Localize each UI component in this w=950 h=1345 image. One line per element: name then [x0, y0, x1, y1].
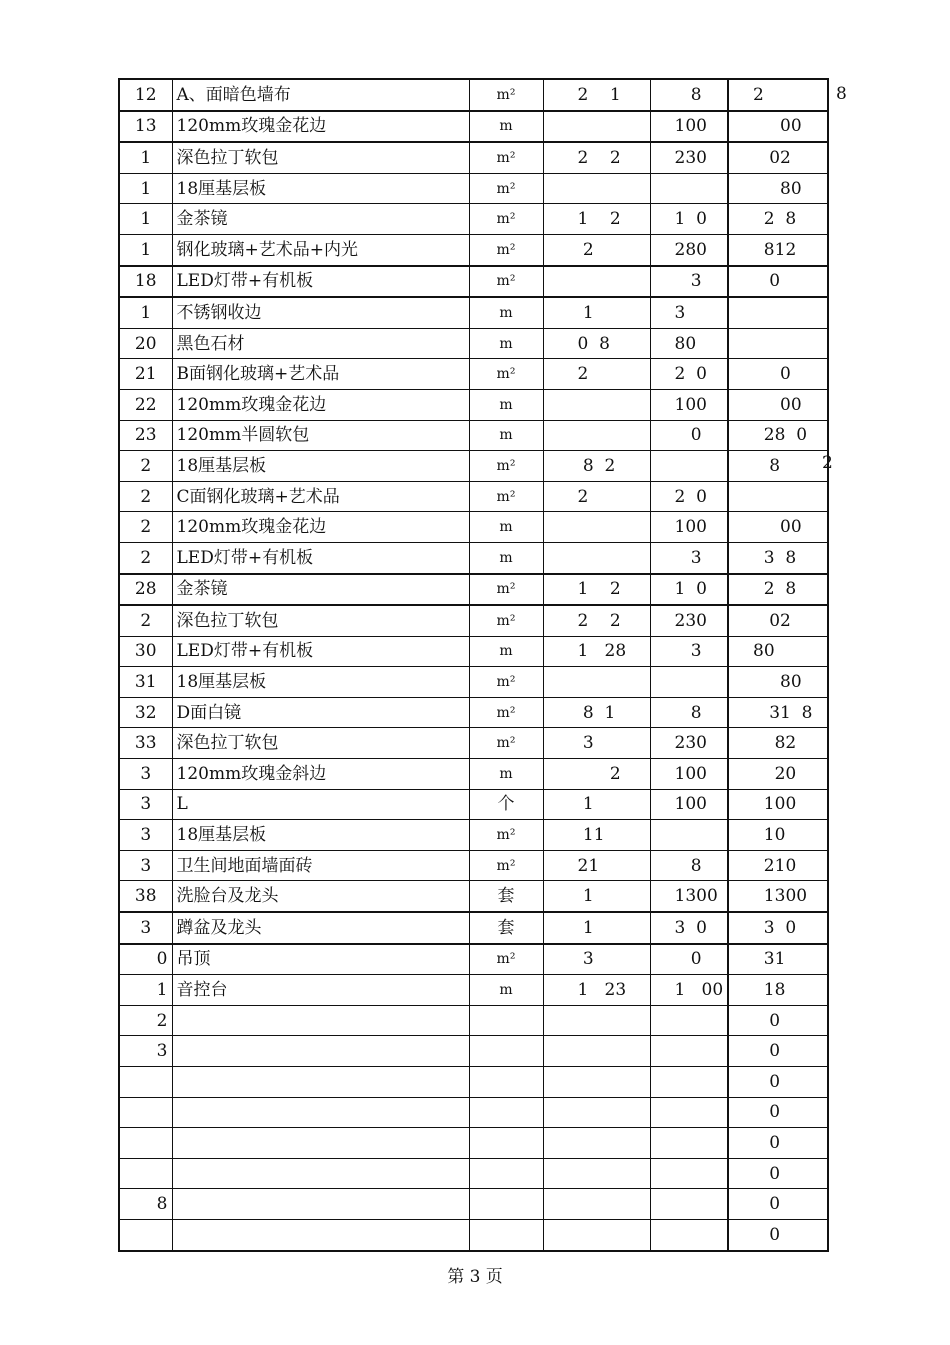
unit-price-cell — [650, 1005, 728, 1036]
total-cell: 0 — [728, 1128, 828, 1159]
row-number — [119, 1219, 172, 1250]
total-cell — [728, 328, 828, 359]
unit-price-cell: 3 0 — [650, 912, 728, 944]
quantity-cell: 3 — [543, 944, 650, 975]
quantity-cell: 8 1 — [543, 697, 650, 728]
unit-cell — [469, 1005, 543, 1036]
unit-price-cell: 100 — [650, 111, 728, 143]
total-cell: 210 — [728, 850, 828, 881]
total-cell: 80 — [728, 173, 828, 204]
table-row — [119, 728, 828, 759]
item-name: 120mm玫瑰金花边 — [172, 389, 469, 420]
table-row — [119, 605, 828, 636]
quantity-cell: 2 — [543, 759, 650, 790]
row-number: 32 — [119, 697, 172, 728]
quantity-cell — [543, 1219, 650, 1250]
quantity-cell: 1 — [543, 789, 650, 820]
unit-price-cell — [650, 1189, 728, 1220]
unit-cell — [469, 1036, 543, 1067]
unit-price-cell: 280 — [650, 234, 728, 265]
unit-cell: m² — [469, 79, 543, 111]
total-cell: 3 8 — [728, 542, 828, 573]
unit-cell: m — [469, 297, 543, 328]
total-cell: 0 — [728, 1158, 828, 1189]
unit-price-cell — [650, 667, 728, 698]
item-name: 深色拉丁软包 — [172, 605, 469, 636]
table-row — [119, 1158, 828, 1189]
quantity-cell: 1 — [543, 297, 650, 328]
item-name — [172, 1189, 469, 1220]
quantity-cell — [543, 1005, 650, 1036]
quantity-cell — [543, 512, 650, 543]
table-row — [119, 636, 828, 667]
row-number: 3 — [119, 789, 172, 820]
table-row — [119, 1067, 828, 1098]
item-name: 18厘基层板 — [172, 173, 469, 204]
table-row — [119, 234, 828, 265]
item-name: A、面暗色墙布 — [172, 79, 469, 111]
item-name: 金茶镜 — [172, 574, 469, 606]
unit-price-cell — [650, 1067, 728, 1098]
quantity-cell — [543, 667, 650, 698]
quantity-cell: 2 — [543, 481, 650, 512]
unit-cell: m — [469, 389, 543, 420]
total-cell: 10 — [728, 820, 828, 851]
unit-price-cell: 100 — [650, 512, 728, 543]
total-cell: 0 — [728, 1067, 828, 1098]
table-row — [119, 1189, 828, 1220]
row-number: 0 — [119, 944, 172, 975]
unit-cell: m² — [469, 142, 543, 173]
unit-price-cell: 8 — [650, 79, 728, 111]
item-name: 不锈钢收边 — [172, 297, 469, 328]
table-row — [119, 1128, 828, 1159]
item-name: 18厘基层板 — [172, 451, 469, 482]
item-name — [172, 1097, 469, 1128]
row-number: 2 — [119, 481, 172, 512]
row-number — [119, 1097, 172, 1128]
quantity-cell: 3 — [543, 728, 650, 759]
table-row — [119, 1097, 828, 1128]
row-number: 2 — [119, 512, 172, 543]
total-cell: 2 — [728, 79, 828, 111]
item-name: 黑色石材 — [172, 328, 469, 359]
total-cell — [728, 481, 828, 512]
item-name: B面钢化玻璃+艺术品 — [172, 359, 469, 390]
unit-price-cell: 3 — [650, 542, 728, 573]
item-name: 吊顶 — [172, 944, 469, 975]
item-name: LED灯带+有机板 — [172, 266, 469, 298]
quantity-cell: 1 28 — [543, 636, 650, 667]
total-cell: 0 — [728, 1189, 828, 1220]
quantity-cell — [543, 389, 650, 420]
row-number: 33 — [119, 728, 172, 759]
item-name: 120mm玫瑰金斜边 — [172, 759, 469, 790]
unit-price-cell: 1300 — [650, 881, 728, 912]
unit-cell — [469, 1067, 543, 1098]
unit-cell: m — [469, 512, 543, 543]
row-number: 1 — [119, 297, 172, 328]
table-row — [119, 574, 828, 606]
row-number: 23 — [119, 420, 172, 451]
unit-price-cell: 8 — [650, 850, 728, 881]
quantity-cell: 21 — [543, 850, 650, 881]
unit-cell: m — [469, 759, 543, 790]
unit-price-cell: 8 — [650, 697, 728, 728]
quantity-cell: 2 — [543, 234, 650, 265]
item-name: 蹲盆及龙头 — [172, 912, 469, 944]
item-name: 18厘基层板 — [172, 667, 469, 698]
item-name: LED灯带+有机板 — [172, 636, 469, 667]
row-number: 21 — [119, 359, 172, 390]
item-name — [172, 1128, 469, 1159]
total-cell — [728, 297, 828, 328]
unit-price-cell: 80 — [650, 328, 728, 359]
table-row — [119, 79, 828, 111]
unit-cell: m² — [469, 359, 543, 390]
quantity-cell — [543, 111, 650, 143]
quantity-cell — [543, 1097, 650, 1128]
unit-cell — [469, 1189, 543, 1220]
row-number: 28 — [119, 574, 172, 606]
page-footer: 第 3 页 — [447, 1267, 503, 1287]
quantity-cell: 2 — [543, 359, 650, 390]
table-row — [119, 328, 828, 359]
unit-cell: 个 — [469, 789, 543, 820]
item-name: 音控台 — [172, 975, 469, 1006]
table-row — [119, 975, 828, 1006]
total-cell: 0 — [728, 359, 828, 390]
table-row — [119, 881, 828, 912]
table-row — [119, 420, 828, 451]
total-cell: 1300 — [728, 881, 828, 912]
row-number: 31 — [119, 667, 172, 698]
overflow-number: 8 — [836, 84, 847, 104]
unit-cell: m² — [469, 820, 543, 851]
table-row — [119, 173, 828, 204]
quantity-cell: 8 2 — [543, 451, 650, 482]
table-row — [119, 850, 828, 881]
unit-price-cell: 230 — [650, 142, 728, 173]
quantity-cell: 2 2 — [543, 605, 650, 636]
item-name: 卫生间地面墙面砖 — [172, 850, 469, 881]
unit-cell: m² — [469, 574, 543, 606]
unit-price-cell — [650, 820, 728, 851]
unit-cell: m — [469, 328, 543, 359]
unit-price-cell: 2 0 — [650, 481, 728, 512]
unit-price-cell — [650, 1219, 728, 1250]
total-cell: 0 — [728, 1219, 828, 1250]
unit-price-cell — [650, 1158, 728, 1189]
unit-cell: m² — [469, 266, 543, 298]
quote-table-body — [119, 79, 828, 1251]
quantity-cell: 0 8 — [543, 328, 650, 359]
unit-price-cell — [650, 1097, 728, 1128]
total-cell: 28 0 — [728, 420, 828, 451]
unit-price-cell: 3 — [650, 266, 728, 298]
quantity-cell: 1 2 — [543, 574, 650, 606]
unit-price-cell: 100 — [650, 789, 728, 820]
item-name — [172, 1036, 469, 1067]
total-cell: 0 — [728, 1005, 828, 1036]
table-row — [119, 1219, 828, 1250]
item-name — [172, 1067, 469, 1098]
unit-cell: m² — [469, 481, 543, 512]
table-row — [119, 912, 828, 944]
row-number: 3 — [119, 820, 172, 851]
row-number — [119, 1128, 172, 1159]
unit-cell: m² — [469, 204, 543, 235]
table-row — [119, 1005, 828, 1036]
total-cell: 2 8 — [728, 574, 828, 606]
item-name: 18厘基层板 — [172, 820, 469, 851]
unit-cell: m² — [469, 944, 543, 975]
unit-price-cell — [650, 1128, 728, 1159]
unit-cell: m — [469, 542, 543, 573]
unit-price-cell: 0 — [650, 944, 728, 975]
row-number: 1 — [119, 142, 172, 173]
unit-price-cell: 100 — [650, 759, 728, 790]
total-cell: 20 — [728, 759, 828, 790]
total-cell: 2 8 — [728, 204, 828, 235]
row-number: 2 — [119, 1005, 172, 1036]
item-name: 金茶镜 — [172, 204, 469, 235]
item-name: 120mm半圆软包 — [172, 420, 469, 451]
unit-cell — [469, 1128, 543, 1159]
row-number: 3 — [119, 850, 172, 881]
unit-cell: 套 — [469, 912, 543, 944]
unit-price-cell: 0 — [650, 420, 728, 451]
unit-cell: m² — [469, 451, 543, 482]
quantity-cell: 1 — [543, 912, 650, 944]
table-row — [119, 389, 828, 420]
unit-cell — [469, 1158, 543, 1189]
table-row — [119, 667, 828, 698]
unit-cell: m² — [469, 234, 543, 265]
unit-price-cell: 2 0 — [650, 359, 728, 390]
table-row — [119, 820, 828, 851]
row-number: 13 — [119, 111, 172, 143]
unit-cell: m² — [469, 850, 543, 881]
quote-table — [118, 78, 829, 1252]
total-cell: 18 — [728, 975, 828, 1006]
item-name: 120mm玫瑰金花边 — [172, 111, 469, 143]
row-number: 3 — [119, 759, 172, 790]
quantity-cell — [543, 1189, 650, 1220]
table-row — [119, 204, 828, 235]
quantity-cell — [543, 266, 650, 298]
quote-sheet — [118, 78, 829, 1252]
quantity-cell: 11 — [543, 820, 650, 851]
table-row — [119, 789, 828, 820]
quantity-cell: 2 2 — [543, 142, 650, 173]
unit-cell — [469, 1219, 543, 1250]
item-name: D面白镜 — [172, 697, 469, 728]
quantity-cell — [543, 173, 650, 204]
item-name: 深色拉丁软包 — [172, 728, 469, 759]
total-cell: 0 — [728, 266, 828, 298]
unit-cell: 套 — [469, 881, 543, 912]
table-row — [119, 297, 828, 328]
table-row — [119, 542, 828, 573]
row-number: 30 — [119, 636, 172, 667]
table-row — [119, 359, 828, 390]
total-cell: 02 — [728, 605, 828, 636]
unit-cell: m — [469, 975, 543, 1006]
total-cell: 00 — [728, 111, 828, 143]
unit-price-cell: 1 0 — [650, 574, 728, 606]
total-cell: 100 — [728, 789, 828, 820]
item-name: 洗脸台及龙头 — [172, 881, 469, 912]
unit-price-cell: 1 0 — [650, 204, 728, 235]
item-name: LED灯带+有机板 — [172, 542, 469, 573]
table-row — [119, 266, 828, 298]
row-number: 3 — [119, 1036, 172, 1067]
total-cell: 3 0 — [728, 912, 828, 944]
table-row — [119, 142, 828, 173]
row-number: 1 — [119, 204, 172, 235]
row-number: 2 — [119, 451, 172, 482]
row-number: 1 — [119, 234, 172, 265]
row-number: 2 — [119, 605, 172, 636]
total-cell: 00 — [728, 512, 828, 543]
item-name: 深色拉丁软包 — [172, 142, 469, 173]
row-number: 12 — [119, 79, 172, 111]
unit-cell: m² — [469, 173, 543, 204]
unit-price-cell: 3 — [650, 636, 728, 667]
unit-cell: m² — [469, 605, 543, 636]
quantity-cell: 1 23 — [543, 975, 650, 1006]
quantity-cell — [543, 1158, 650, 1189]
row-number: 8 — [119, 1189, 172, 1220]
row-number: 2 — [119, 542, 172, 573]
row-number — [119, 1158, 172, 1189]
table-row — [119, 944, 828, 975]
unit-cell: m — [469, 111, 543, 143]
item-name — [172, 1158, 469, 1189]
quantity-cell: 1 — [543, 881, 650, 912]
total-cell: 0 — [728, 1036, 828, 1067]
item-name — [172, 1005, 469, 1036]
quantity-cell — [543, 1128, 650, 1159]
table-row — [119, 512, 828, 543]
item-name: 钢化玻璃+艺术品+内光 — [172, 234, 469, 265]
total-cell: 80 — [728, 636, 828, 667]
item-name — [172, 1219, 469, 1250]
row-number: 20 — [119, 328, 172, 359]
unit-cell: m² — [469, 667, 543, 698]
total-cell: 8 — [728, 451, 828, 482]
table-row — [119, 481, 828, 512]
unit-price-cell — [650, 451, 728, 482]
unit-price-cell: 1 00 — [650, 975, 728, 1006]
row-number: 38 — [119, 881, 172, 912]
quantity-cell: 2 1 — [543, 79, 650, 111]
total-cell: 00 — [728, 389, 828, 420]
item-name: C面钢化玻璃+艺术品 — [172, 481, 469, 512]
row-number: 18 — [119, 266, 172, 298]
total-cell: 82 — [728, 728, 828, 759]
item-name: 120mm玫瑰金花边 — [172, 512, 469, 543]
unit-price-cell: 100 — [650, 389, 728, 420]
quantity-cell: 1 2 — [543, 204, 650, 235]
row-number: 1 — [119, 975, 172, 1006]
table-row — [119, 111, 828, 143]
unit-cell: m² — [469, 697, 543, 728]
total-cell: 02 — [728, 142, 828, 173]
quantity-cell — [543, 1036, 650, 1067]
row-number: 3 — [119, 912, 172, 944]
quantity-cell — [543, 542, 650, 573]
quantity-cell — [543, 1067, 650, 1098]
table-row — [119, 697, 828, 728]
unit-price-cell: 3 — [650, 297, 728, 328]
total-cell: 0 — [728, 1097, 828, 1128]
unit-cell — [469, 1097, 543, 1128]
total-cell: 31 8 — [728, 697, 828, 728]
unit-price-cell: 230 — [650, 728, 728, 759]
total-cell: 31 — [728, 944, 828, 975]
row-number: 1 — [119, 173, 172, 204]
unit-price-cell — [650, 1036, 728, 1067]
row-number: 22 — [119, 389, 172, 420]
unit-price-cell: 230 — [650, 605, 728, 636]
unit-cell: m² — [469, 728, 543, 759]
row-number — [119, 1067, 172, 1098]
table-row — [119, 759, 828, 790]
table-row — [119, 451, 828, 482]
unit-cell: m — [469, 636, 543, 667]
table-row — [119, 1036, 828, 1067]
overflow-number: 2 — [822, 453, 833, 473]
total-cell: 812 — [728, 234, 828, 265]
unit-cell: m — [469, 420, 543, 451]
unit-price-cell — [650, 173, 728, 204]
quantity-cell — [543, 420, 650, 451]
total-cell: 80 — [728, 667, 828, 698]
item-name: L — [172, 789, 469, 820]
